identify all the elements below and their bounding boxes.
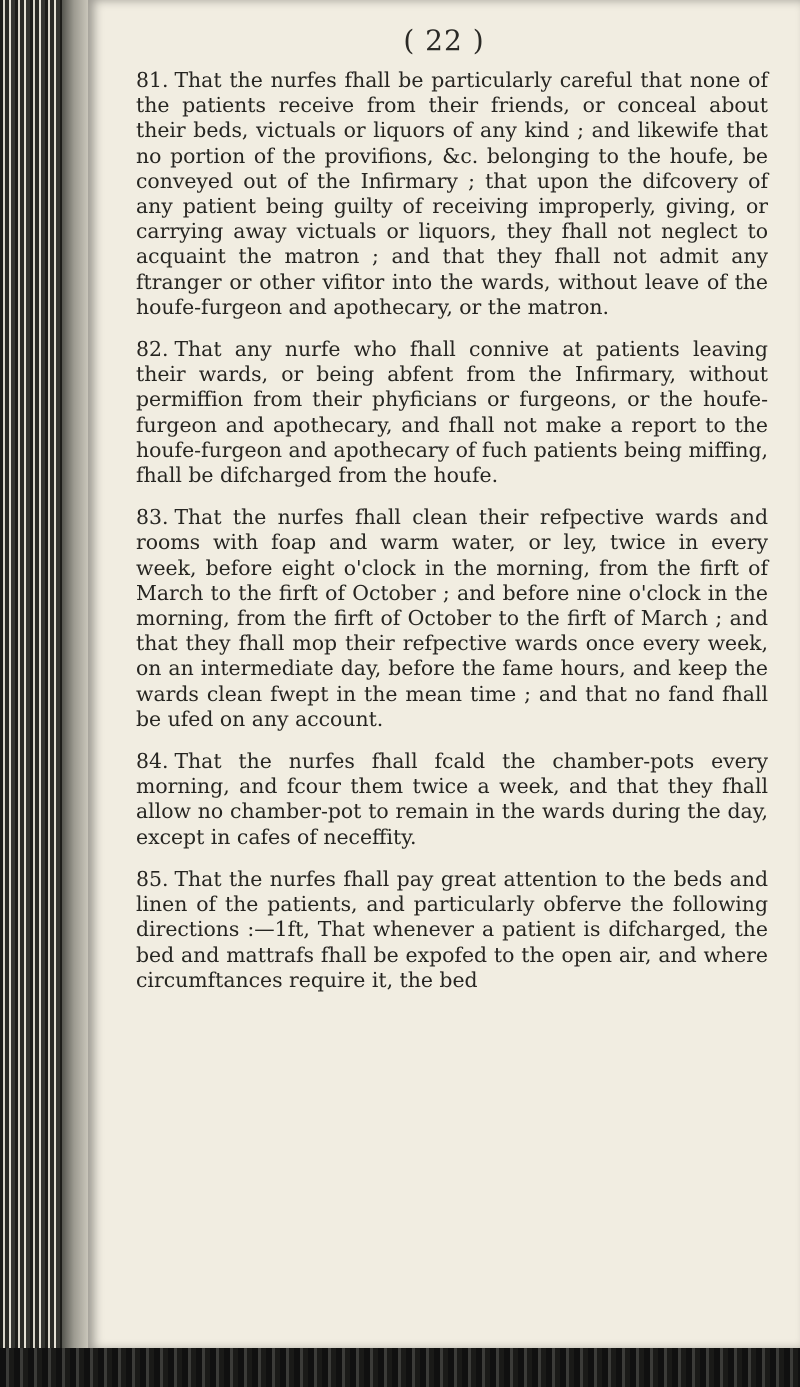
paragraph-84 [136, 749, 768, 850]
paragraph-83 [136, 505, 768, 732]
paragraph-number: 82. [136, 337, 169, 362]
paragraph-text: That the nurfes fhall be particularly careful that none of the patients receive from their friends, or conceal about their beds, victuals or liquors of any kind ; and likewife that no portion of the provifions, &c. belonging to the houfe, be conveyed out of the Infirmary ; that upon the difcovery of any patient being guilty of receiving improperly, giving, or carrying away victuals or liquors, they fhall not neglect to acquaint the matron ; and that they fhall not admit any ftranger or other vifitor into the wards, without leave of the houfe-furgeon and apothecary, or the matron. [136, 68, 768, 319]
page-bottom-edge [0, 1348, 800, 1387]
page-body [136, 68, 768, 1010]
paragraph-text: That any nurfe who fhall connive at patients leaving their wards, or being abfent from the Infirmary, without permiffion from their phyficians or furgeons, or the houfe-furgeon and apothecary, and fhall not make a report to the houfe-furgeon and apothecary of fuch patients being miffing, fhall be difcharged from the houfe. [136, 337, 768, 488]
paragraph-number: 84. [136, 749, 169, 774]
paragraph-85 [136, 867, 768, 993]
paragraph-number: 81. [136, 68, 169, 92]
paragraph-number: 83. [136, 505, 169, 530]
page-number: ( 22 ) [403, 24, 485, 57]
paragraph-81 [136, 68, 768, 320]
book-page [88, 0, 800, 1350]
paragraph-number: 85. [136, 866, 169, 891]
paragraph-text: That the nurfes fhall pay great attention to the beds and linen of the patients, and particularly obferve the following directions :—1ft, That whenever a patient is difcharged, the bed and mattrafs fhall be expofed to the open air, and where circumftances require it, the bed [136, 866, 768, 992]
paragraph-text: That the nurfes fhall clean their refpective wards and rooms with foap and warm water, or ley, twice in every week, before eight o'clock in the morning, from the firft of March to the firft of October ; and before nine o'clock in the morning, from the firft of October to the firft of March ; and that they fhall mop their refpective wards once every week, on an intermediate day, before the fame hours, and keep the wards clean fwept in the mean time ; and that no fand fhall be ufed on any account. [136, 505, 768, 731]
paragraph-text: That the nurfes fhall fcald the chamber-pots every morning, and fcour them twice a week, and that they fhall allow no chamber-pot to remain in the wards during the day, except in cafes of neceffity. [136, 749, 768, 849]
paragraph-82 [136, 337, 768, 488]
